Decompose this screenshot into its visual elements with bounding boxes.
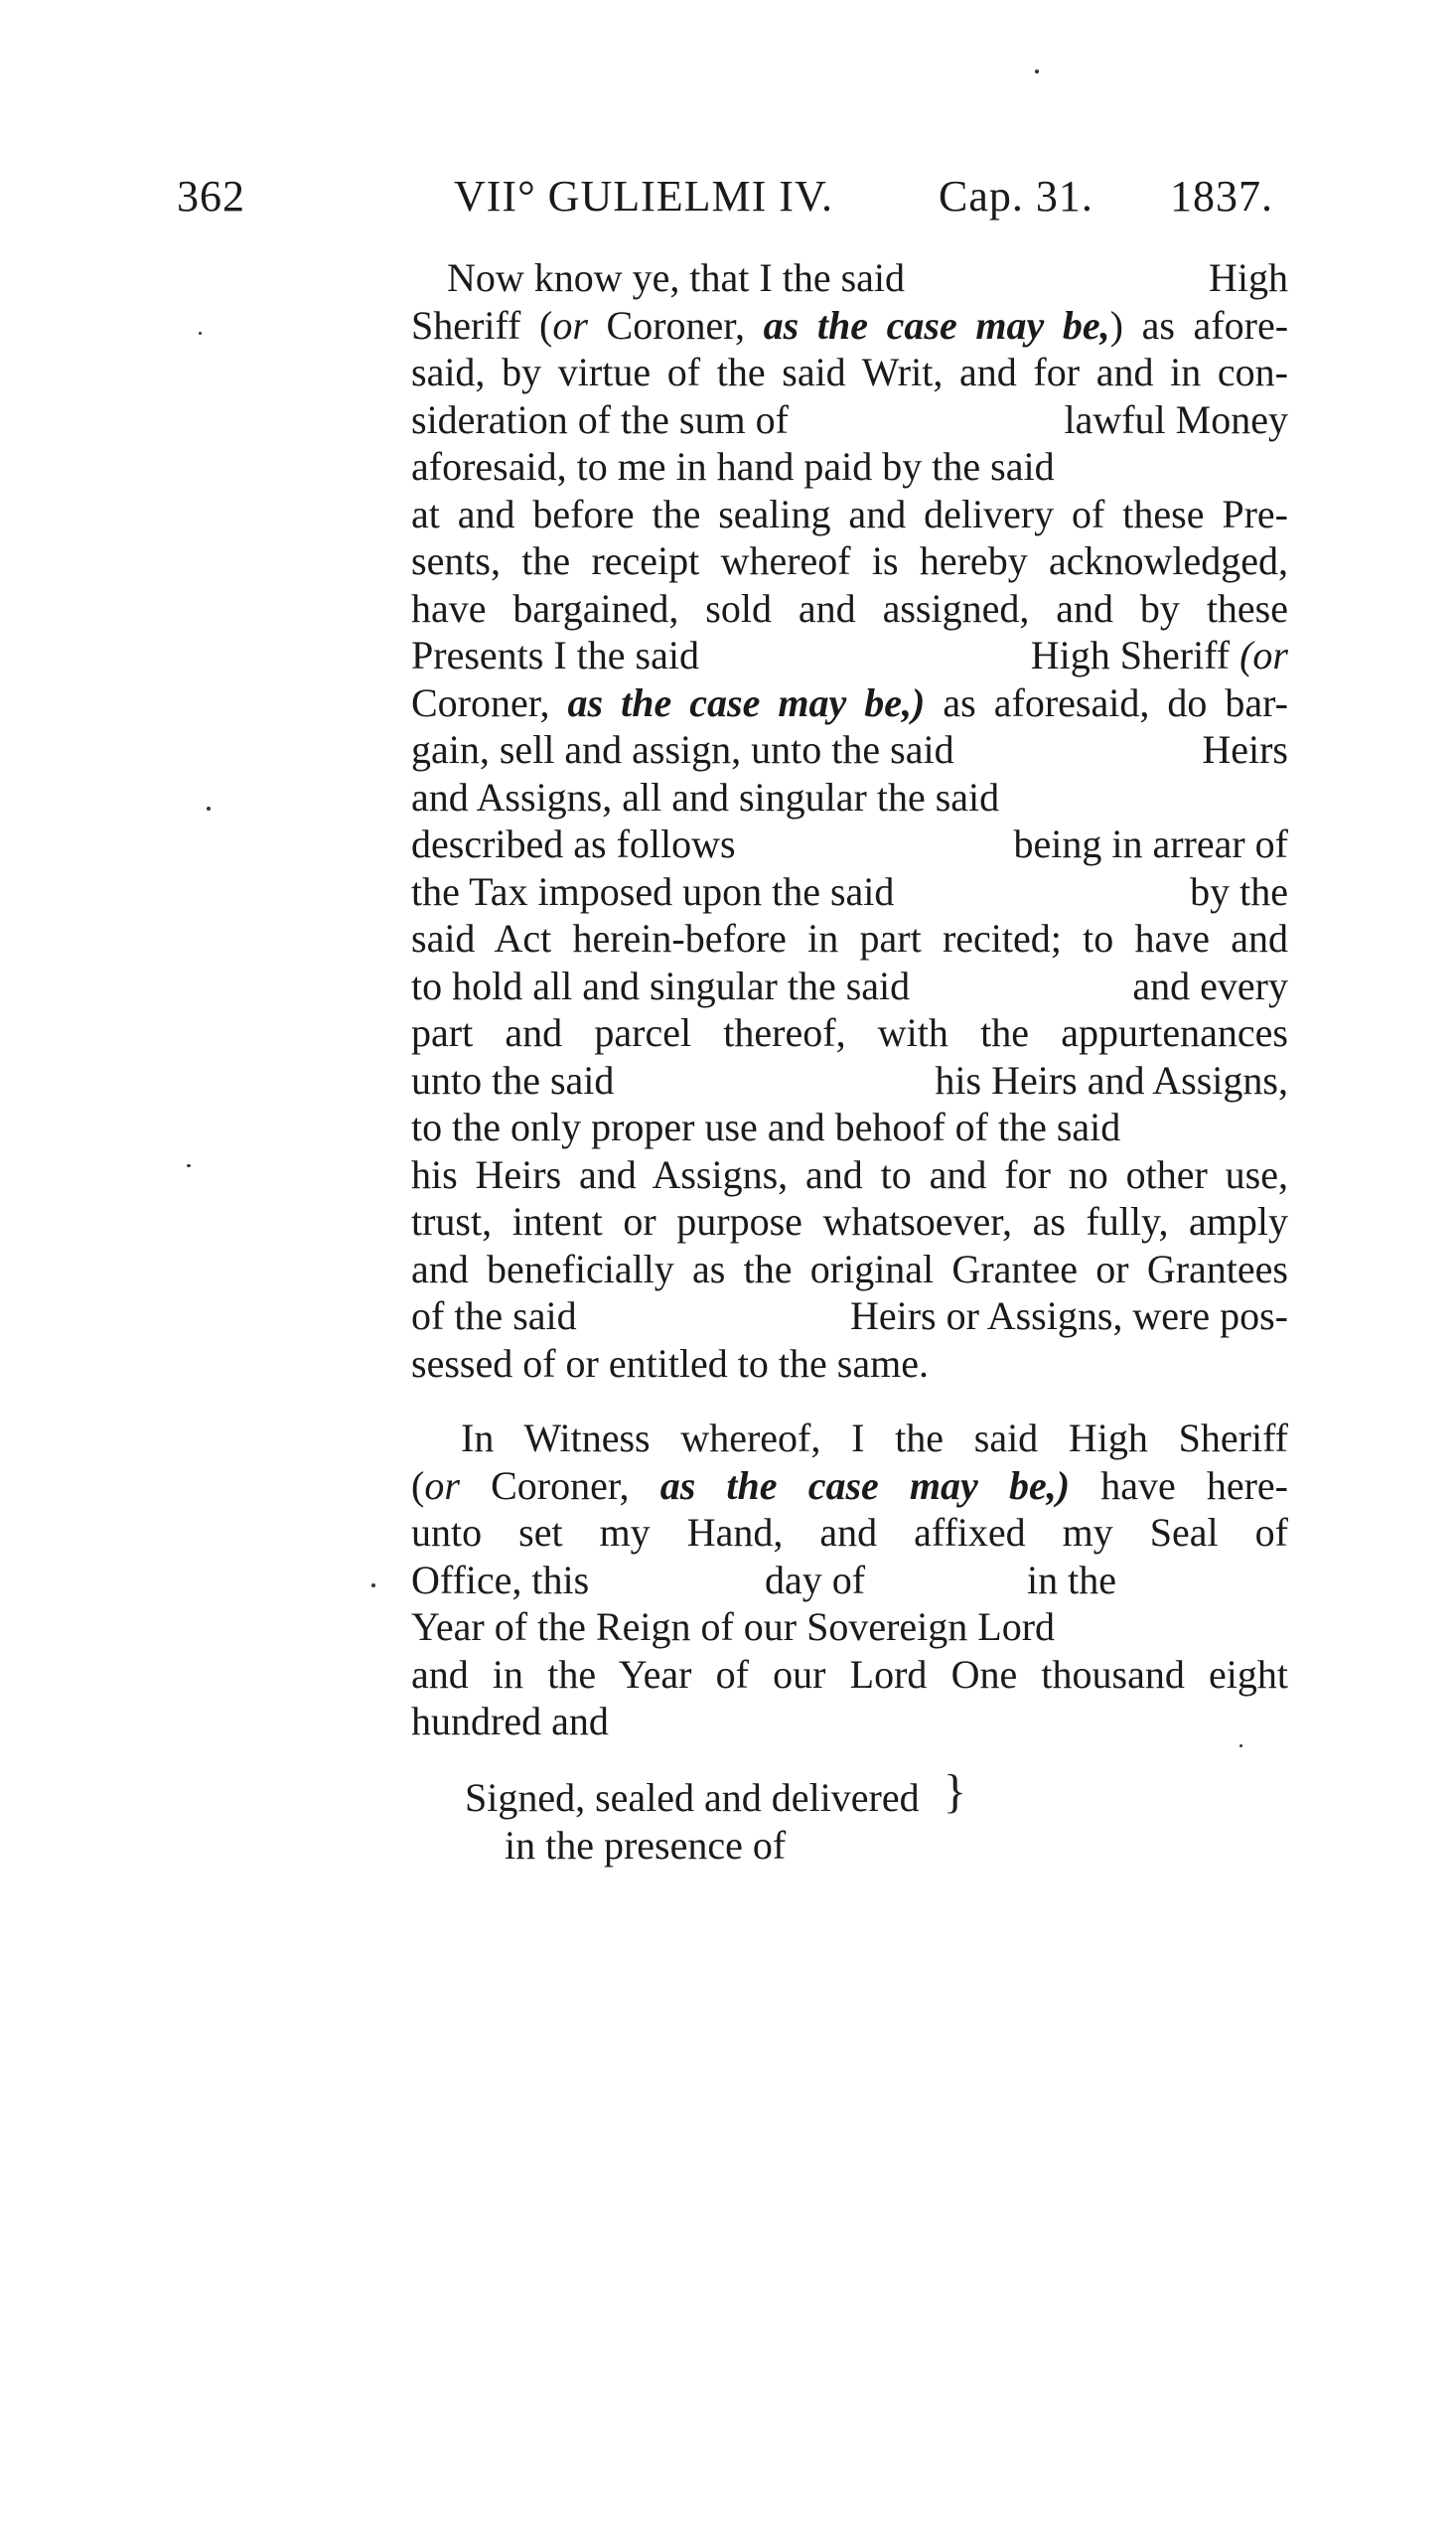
italic-fragment: as the case may be, <box>763 302 1110 348</box>
text-line: to the only proper use and behoof of the said <box>411 1105 1121 1149</box>
text-line <box>411 1292 1288 1340</box>
text-line <box>411 726 1288 774</box>
text-line <box>411 632 1288 679</box>
text-fragment: sideration of the sum of <box>411 396 789 442</box>
text-line <box>411 1557 1288 1604</box>
italic-fragment: or <box>424 1462 460 1508</box>
text-line: said, by virtue of the said Writ, and for and in con- <box>411 350 1288 394</box>
text-line: trust, intent or purpose whatsoever, as fully, amply <box>411 1199 1288 1244</box>
italic-fragment: as the case may be,) <box>567 679 926 725</box>
page-number: 362 <box>177 172 245 221</box>
header-title: VII° GULIELMI IV. <box>454 172 834 221</box>
brace-mark: } <box>944 1765 967 1818</box>
running-header <box>0 171 1456 230</box>
text-line <box>411 302 1288 350</box>
text-line <box>411 868 1288 916</box>
text-fragment: lawful Money <box>1064 396 1288 442</box>
text-fragment: High Sheriff <box>1030 633 1240 677</box>
header-chapter: Cap. 31. <box>939 172 1093 221</box>
text-line <box>411 1057 1288 1105</box>
text-fragment: Office, this <box>411 1557 590 1602</box>
text-fragment: by the <box>1190 868 1288 914</box>
text-line <box>411 396 1288 444</box>
text-fragment: his Heirs and Assigns, <box>935 1057 1288 1103</box>
italic-fragment: as the case may be,) <box>659 1462 1071 1508</box>
text-line: Year of the Reign of our Sovereign Lord <box>411 1604 1056 1649</box>
text-fragment: Coroner, <box>587 302 764 348</box>
text-fragment: ( <box>411 1462 425 1508</box>
italic-fragment: (or <box>1239 633 1288 677</box>
text-fragment: Presents I the said <box>411 633 699 677</box>
text-line: have bargained, sold and assigned, and by these <box>411 585 1288 631</box>
text-fragment: unto the said <box>411 1057 615 1103</box>
text-line <box>411 821 1288 868</box>
text-fragment: have here- <box>1070 1462 1288 1508</box>
text-line <box>411 1462 1288 1510</box>
text-line: hundred and <box>411 1699 609 1743</box>
witness-paragraph <box>411 1415 1288 1745</box>
text-fragment: described as follows <box>411 822 736 866</box>
scan-speck <box>207 807 211 811</box>
text-fragment: being in arrear of <box>1013 822 1288 866</box>
text-line: his Heirs and Assigns, and to and for no other use, <box>411 1151 1288 1197</box>
text-line: part and parcel thereof, with the appurtenances <box>411 1010 1288 1055</box>
text-fragment: the Tax imposed upon the said <box>411 868 895 914</box>
text-line <box>411 679 1288 727</box>
text-line: said Act herein-before in part recited; to have and <box>411 916 1288 961</box>
text-line: aforesaid, to me in hand paid by the said <box>411 444 1055 489</box>
scan-speck <box>1239 1744 1242 1747</box>
text-fragment: Now know ye, that I the said <box>447 255 906 300</box>
text-fragment <box>1031 632 1288 679</box>
text-line: at and before the sealing and delivery of these Pre- <box>411 491 1288 536</box>
text-fragment: to hold all and singular the said <box>411 963 911 1008</box>
text-fragment: as aforesaid, do bar- <box>925 679 1288 725</box>
text-line: and Assigns, all and singular the said <box>411 774 1000 820</box>
scan-speck <box>1035 70 1039 74</box>
text-fragment: Heirs or Assigns, were pos- <box>849 1293 1288 1338</box>
text-fragment: gain, sell and assign, unto the said <box>411 727 954 772</box>
scan-speck <box>199 332 202 335</box>
text-fragment: Heirs <box>1202 727 1288 772</box>
text-fragment: High <box>1209 255 1288 300</box>
text-line: and in the Year of our Lord One thousand eight <box>411 1651 1288 1697</box>
signature-line-1: Signed, sealed and delivered <box>465 1775 920 1820</box>
text-line: unto set my Hand, and affixed my Seal of <box>411 1510 1288 1555</box>
text-fragment: Coroner, <box>411 679 568 725</box>
text-line: sessed of or entitled to the same. <box>411 1340 929 1386</box>
scan-speck <box>371 1583 375 1587</box>
signature-line-2: in the presence of <box>505 1823 787 1868</box>
text-fragment: Coroner, <box>459 1462 660 1508</box>
text-fragment: of the said <box>411 1293 577 1338</box>
text-fragment: ) as afore- <box>1109 302 1289 348</box>
header-year: 1837. <box>1170 172 1273 221</box>
text-line: sents, the receipt whereof is hereby acknowledged, <box>411 538 1288 583</box>
text-fragment: day of <box>765 1557 866 1602</box>
text-line: and beneficially as the original Grantee or Grantees <box>411 1246 1288 1291</box>
text-fragment: in the <box>1027 1557 1116 1602</box>
text-line <box>411 254 1288 302</box>
text-fragment: and every <box>1132 963 1288 1008</box>
text-fragment: Sheriff ( <box>411 302 553 348</box>
scan-speck <box>187 1164 191 1167</box>
italic-fragment: or <box>552 302 588 348</box>
text-line: In Witness whereof, I the said High Sheriff <box>461 1416 1288 1460</box>
text-line <box>411 963 1288 1010</box>
conveyance-paragraph <box>411 254 1288 1387</box>
